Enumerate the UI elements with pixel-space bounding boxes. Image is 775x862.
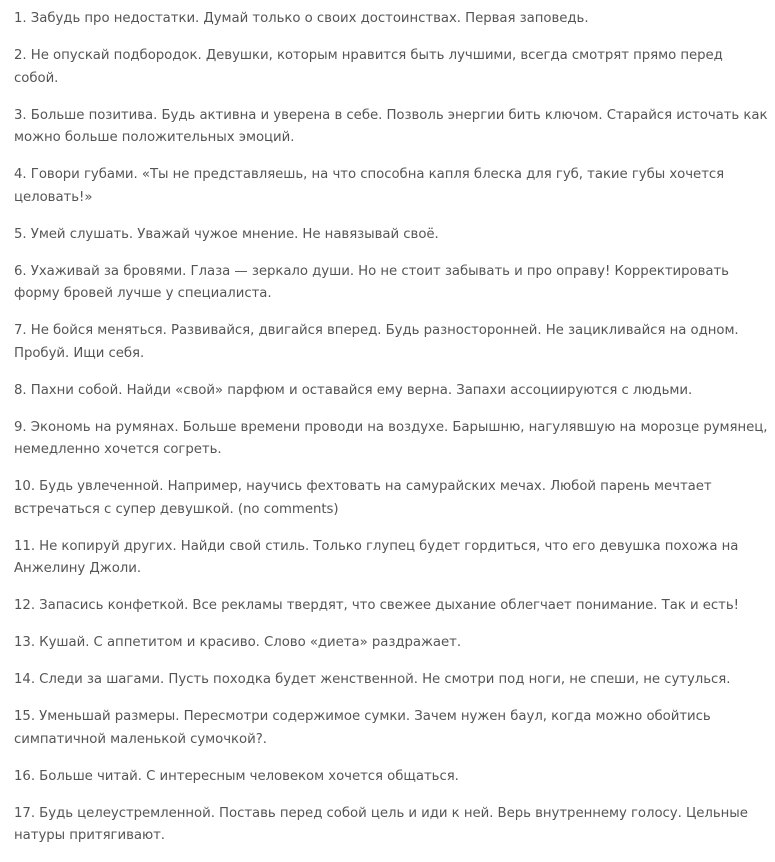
tip-paragraph: 6. Ухаживай за бровями. Глаза — зеркало души. Но не стоит забывать и про оправу! Корректировать форму бровей лучше у специалиста. [14,263,729,301]
tip-paragraph: 4. Говори губами. «Ты не представляешь, на что способна капля блеска для губ, такие губы хочется целовать!» [14,167,725,205]
tip-paragraph: 13. Кушай. С аппетитом и красиво. Слово «диета» раздражает. [14,635,462,650]
tip-paragraph: 11. Не копируй других. Найди свой стиль. Только глупец будет гордиться, что его девушка похожа на Анжелину Джоли. [14,538,739,576]
tip-paragraph: 15. Уменьшай размеры. Пересмотри содержимое сумки. Зачем нужен баул, когда можно обойтись симпатичной маленькой сумочкой?. [14,709,711,747]
tip-paragraph: 14. Следи за шагами. Пусть походка будет женственной. Не смотри под ноги, не спеши, не сутулься. [14,672,731,687]
tip-paragraph: 9. Экономь на румянах. Больше времени проводи на воздухе. Барышню, нагулявшую на морозце румянец, немедленно хочется согреть. [14,419,768,457]
tip-paragraph: 8. Пахни собой. Найди «свой» парфюм и оставайся ему верна. Запахи ассоциируются с людьми. [14,382,693,398]
tip-paragraph: 16. Больше читай. С интересным человеком хочется общаться. [14,768,459,784]
tip-paragraph: 5. Умей слушать. Уважай чужое мнение. Не навязывай своё. [14,226,439,242]
tips-list [14,8,770,862]
tip-paragraph: 7. Не бойся меняться. Развивайся, двигайся вперед. Будь разносторонней. Не зацикливайся на одном. Пробуй. Ищи себя. [14,323,739,361]
tip-paragraph: 17. Будь целеустремленной. Поставь перед собой цель и иди к ней. Верь внутреннему голосу. Цельные натуры притягивают. [14,805,748,843]
tip-paragraph: 3. Больше позитива. Будь активна и уверена в себе. Позволь энергии бить ключом. Старайся источать как можно больше положительных эмоций. [14,107,768,145]
tip-paragraph: 1. Забудь про недостатки. Думай только о своих достоинствах. Первая заповедь. [14,11,589,26]
tip-paragraph: 10. Будь увлеченной. Например, научись фехтовать на самурайских мечах. Любой парень мечтает встречаться с супер девушкой. (no comments) [14,479,712,517]
tip-paragraph: 12. Запасись конфеткой. Все рекламы твердят, что свежее дыхание облегчает понимание. Так и есть! [14,598,739,613]
tip-paragraph: 2. Не опускай подбородок. Девушки, которым нравится быть лучшими, всегда смотрят прямо перед собой. [14,48,723,86]
